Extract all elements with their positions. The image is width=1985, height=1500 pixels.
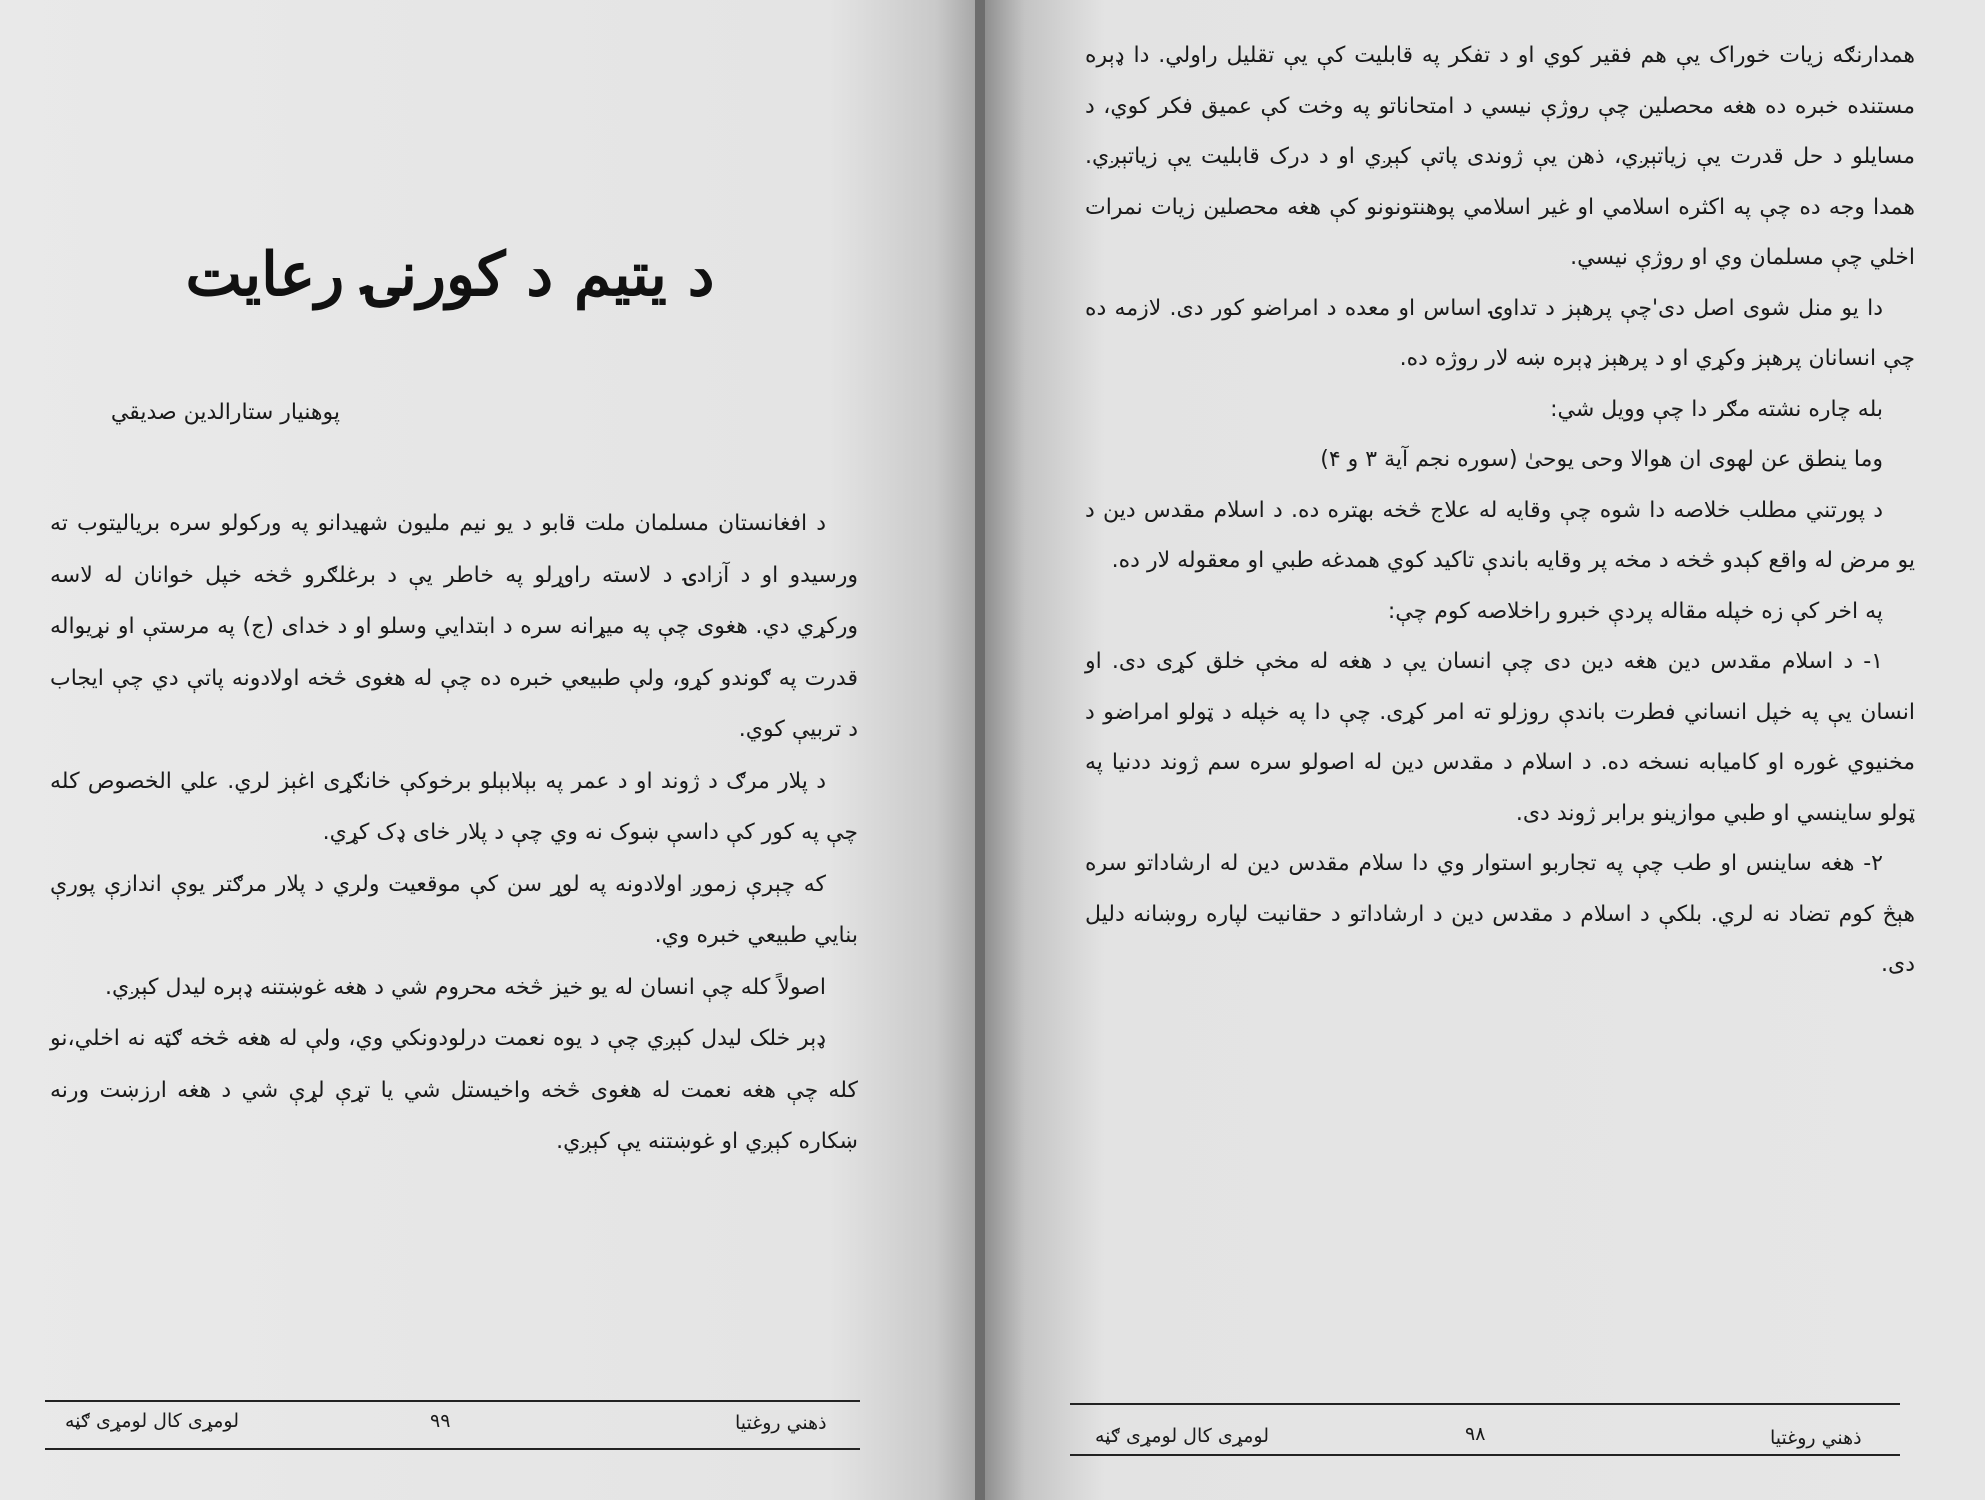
paragraph: ډېر خلک لیدل کېږي چې د یوه نعمت درلودونکي وي، ولې له هغه څخه ګټه نه اخلي،نو کله چې هغه نعمت له هغوی څخه واخیستل شي یا تړې لړې شي د هغه ارزښت ورنه ښکاره کېږي او غوښتنه یې کېږي. — [50, 1026, 858, 1154]
right-page-body — [1085, 31, 1915, 991]
paragraph: ۲- هغه ساینس او طب چې په تجاربو استوار وي دا سلام مقدس دین له ارشاداتو سره هېڅ کوم تضاد نه لري. بلکې د اسلام د مقدس دین د ارشاداتو د حقانیت لپاره روښانه دلیل دی. — [1085, 851, 1915, 977]
footer-top-rule — [45, 1400, 860, 1402]
paragraph: ۱- د اسلام مقدس دین هغه دین دی چې انسان یې د هغه له مخې خلق کړی دی. او انسان یې په خپل انساني فطرت باندې روزلو ته امر کړی. چې دا په خپله د ټولو امراضو د مخنیوي غوره او کامیابه نسخه ده. د اسلام د مقدس دین له اصولو سره سم ژوند ددنیا په ټولو ساینسي او طبي موازینو برابر ژوند دی. — [1085, 649, 1915, 826]
left-page-footer — [45, 1400, 860, 1452]
paragraph: د پلار مرګ د ژوند او د عمر په بېلابېلو برخوکې خانګړی اغېز لري. علي الخصوص کله چې په کور کې داسې ښوک نه وي چې د پلار خای ډک کړي. — [50, 768, 858, 845]
paragraph: بله چاره نشته مګر دا چې وویل شي: — [1550, 396, 1883, 422]
footer-bottom-rule — [1070, 1454, 1900, 1456]
article-title: د یتیم د کورنۍ رعایت — [185, 240, 715, 310]
paragraph: د پورتني مطلب خلاصه دا شوه چې وقایه له علاج څخه بهتره ده. د اسلام مقدس دین د یو مرض له واقع کېدو څخه د مخه پر وقایه باندې تاکید کوي همدغه طبي او معقوله لار ده. — [1085, 497, 1915, 573]
paragraph: دا یو منل شوی اصل دی'چې پرهېز د تداوۍ اساس او معده د امراضو کور دی. لازمه ده چې انسانان پرهېز وکړي او د پرهېز ډېره ښه لار روژه ده. — [1085, 295, 1915, 371]
paragraph: وما ینطق عن لهوی ان هوالا وحی یوحیٰ (سوره نجم آیة ۳ و ۴) — [1320, 447, 1883, 472]
right-page-footer — [1070, 1403, 1900, 1458]
footer-book-name: ذهني روغتیا — [1770, 1427, 1862, 1449]
paragraph: په اخر کې زه خپله مقاله پردې خبرو راخلاصه کوم چې: — [1387, 598, 1883, 624]
footer-series: لومړی کال لومړی ګڼه — [65, 1410, 239, 1432]
footer-top-rule — [1070, 1403, 1900, 1405]
paragraph: اصولاً کله چې انسان له یو خیز څخه محروم شي د هغه غوښتنه ډېره لیدل کېږي. — [104, 974, 826, 1000]
article-author: پوهنیار ستارالدین صدیقي — [110, 400, 340, 425]
page-number: ۹۸ — [1465, 1423, 1486, 1445]
left-page — [0, 0, 975, 1500]
page-number: ۹۹ — [430, 1410, 451, 1432]
footer-book-name: ذهني روغتیا — [735, 1412, 827, 1434]
paragraph: د افغانستان مسلمان ملت قابو د یو نیم ملیون شهیدانو په ورکولو سره بریالیتوب ته ورسیدو او د آزادۍ د لاسته راوړلو په خاطر یې د برغلګرو څخه خپل خوانان له لاسه ورکړي دي. هغوی چې په میړانه سره د ابتدایي وسلو او د خدای (ج) په مرستې او نړیواله قدرت په ګوندو کړو، ولې طبیعي خبره ده چې له هغوی څخه اولادونه پاتې دي چې ایجاب د تربیې کوي. — [50, 511, 858, 742]
paragraph: همدارنګه زیات خوراک یې هم فقیر کوي او د تفکر په قابلیت کې یې تقلیل راولي. دا ډېره مستنده خبره ده هغه محصلین چې روژې نیسي د امتحاناتو په وخت کې عمیق فکر کوي، د مسایلو د حل قدرت یې زیاتېږي، ذهن یې ژوندی پاتې کېږي او د درک قابلیت یې زیاتېږي. همدا وجه ده چې په اکثره اسلامي او غیر اسلامي پوهنتونونو کې هغه محصلین زیات نمرات اخلي چې مسلمان وي او روژې نیسي. — [1085, 43, 1915, 270]
left-page-body — [50, 498, 858, 1168]
footer-bottom-rule — [45, 1448, 860, 1450]
footer-series: لومړی کال لومړی ګڼه — [1095, 1425, 1269, 1447]
paragraph: که چېرې زموږ اولادونه په لوړ سن کې موقعیت ولري د پلار مرګتر یوې اندازې پورې بنایي طبیعي خبره وي. — [50, 871, 858, 948]
book-gutter — [975, 0, 985, 1500]
